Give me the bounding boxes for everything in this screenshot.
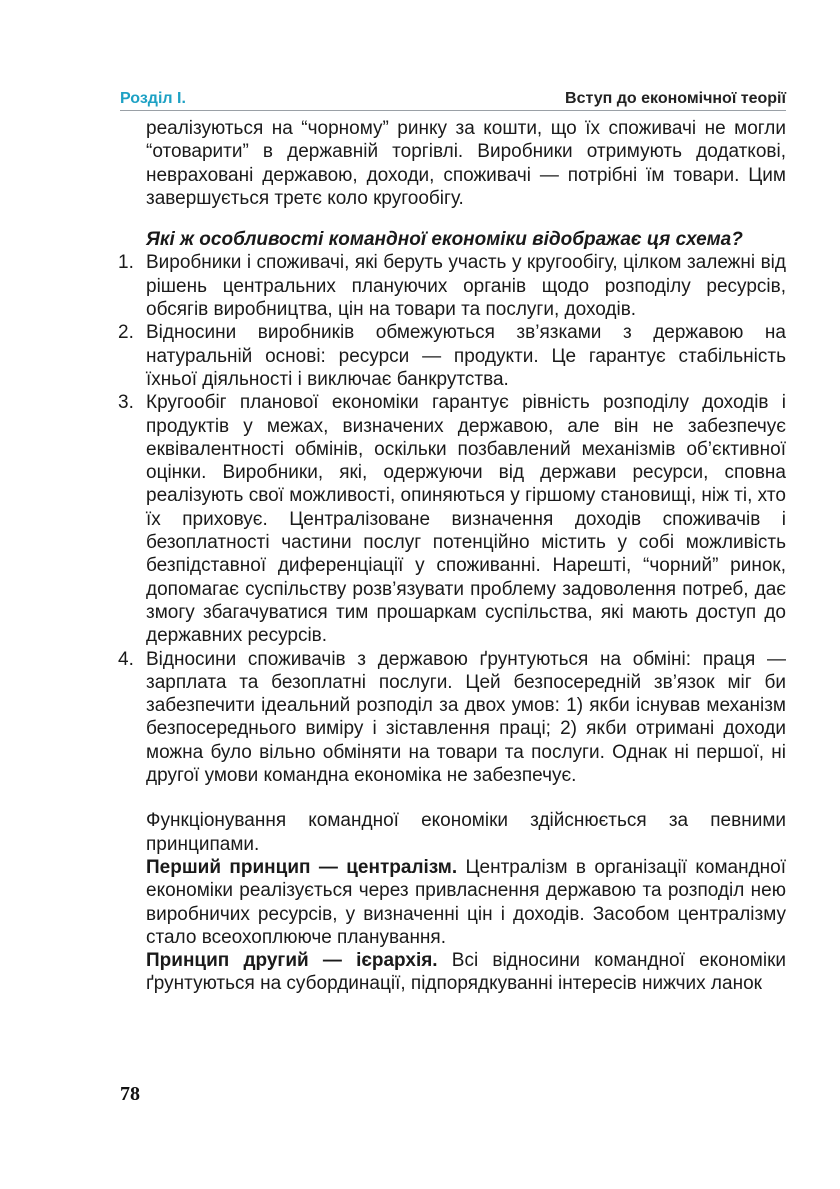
list-item-number: 4. — [118, 648, 134, 670]
principle-one-heading: Перший принцип — централізм. — [146, 856, 458, 878]
list-item — [118, 321, 786, 391]
list-item — [118, 648, 786, 788]
header-rule — [120, 110, 786, 111]
page-number: 78 — [120, 1083, 140, 1105]
question-heading: Які ж особливості командної економіки відображає ця схема? — [146, 229, 743, 251]
list-item-text: Кругообіг планової економіки гарантує рівність розподілу доходів і продуктів у межах, визначених державою, але він не забезпечує еквівалентності обмінів, оскільки позбавлений механізмів об’єктивної оцінки. Виробники, які, одержуючи від держави ресурси, сповна реалізують свої можливості, опиняються у гіршому становищі, ніж ті, хто їх приховує. Централізоване визначення доходів споживачів і безоплатності частини послуг потенційно містить у собі можливість безпідставної диференціації у споживанні. Нарешті, “чорний” ринок, допомагає суспільству розв’язувати проблему задоволення потреб, дає змогу збагачуватися тим прошаркам суспільства, які мають доступ до державних ресурсів. — [146, 392, 786, 647]
page-content — [118, 117, 786, 996]
features-list — [118, 251, 786, 787]
section-label: Розділ I. — [120, 90, 186, 107]
principle-one-paragraph — [146, 856, 786, 949]
list-item-text: Відносини споживачів з державою ґрунтуються на обміні: праця — зарплата та безоплатні послуги. Цей безпосередній зв’язок міг би забезпечити ідеальний розподіл за двох умов: 1) якби існував механізм безпосереднього виміру і зіставлення праці; 2) якби отримані доходи можна було вільно обміняти на товари та послуги. Однак ні першої, ні другої умови командна економіка не забезпечує. — [146, 648, 786, 787]
principle-two-paragraph — [146, 949, 786, 996]
list-item-text: Виробники і споживачі, які беруть участь у кругообігу, цілком залежні від рішень центральних плануючих органів щодо розподілу ресурсів, обсягів виробництва, цін на товари та послуги, доходів. — [146, 252, 786, 321]
functioning-paragraph: Функціонування командної економіки здійснюється за певними принципами. — [146, 810, 786, 855]
list-item — [118, 391, 786, 647]
chapter-title: Вступ до економічної теорії — [565, 90, 786, 107]
list-item-number: 1. — [118, 252, 134, 274]
section-gap — [146, 787, 786, 809]
intro-paragraph: реалізуються на “чорному” ринку за кошти, що їх споживачі не могли “отоварити” в державній торгівлі. Виробники отримують додаткові, невраховані державою, доходи, споживачі — потрібні їм товари. Цим завершується третє коло кругообігу. — [146, 118, 786, 209]
running-header — [120, 88, 786, 112]
list-item-text: Відносини виробників обмежуються зв’язками з державою на натуральній основі: ресурси — продукти. Це гарантує стабільність їхньої діяльності і виключає банкрутства. — [146, 322, 786, 390]
principle-one-text: Централізм в організації командної економіки реалізується через привласнення державою та розподіл нею виробничих ресурсів, у визначенні цін і доходів. Засобом централізму стало всеохоплююче планування. — [146, 856, 786, 948]
list-item — [118, 251, 786, 321]
principle-two-heading: Принцип другий — ієрархія. — [146, 950, 438, 972]
principle-two-text: Всі відносини командної економіки ґрунтуються на субординації, підпорядкуванні інтересів нижчих ланок — [146, 950, 786, 995]
list-item-number: 3. — [118, 392, 134, 414]
list-item-number: 2. — [118, 322, 134, 344]
